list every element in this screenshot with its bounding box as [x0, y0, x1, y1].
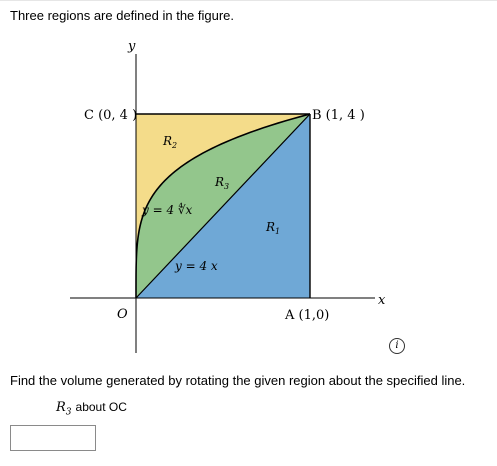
top-divider — [0, 0, 497, 1]
info-icon[interactable]: i — [389, 338, 405, 354]
region-prompt — [56, 400, 127, 418]
question-text: Find the volume generated by rotating the given region about the specified line. — [10, 373, 466, 388]
point-a-label: A (1,0) — [285, 308, 330, 323]
answer-input[interactable] — [10, 425, 96, 451]
region-r2-label: $R_2$ — [163, 134, 178, 150]
region-axis-text: about OC — [75, 400, 127, 414]
line-equation-label: y = 4 x — [175, 259, 218, 273]
origin-label: O — [117, 307, 128, 322]
region-figure — [0, 30, 497, 360]
point-b-label: B (1, 4 ) — [312, 108, 365, 123]
curve-equation-label: y = 4 ∜x — [142, 203, 193, 217]
region-r1-label: $R_1$ — [266, 220, 281, 236]
region-r3-label: $R_3$ — [215, 175, 230, 191]
intro-text: Three regions are defined in the figure. — [10, 8, 235, 23]
y-axis-label: y — [128, 39, 136, 54]
x-axis-label: x — [378, 293, 386, 308]
point-c-label: C (0, 4 ) — [84, 108, 138, 123]
region-name: $R_3$ — [56, 400, 72, 418]
